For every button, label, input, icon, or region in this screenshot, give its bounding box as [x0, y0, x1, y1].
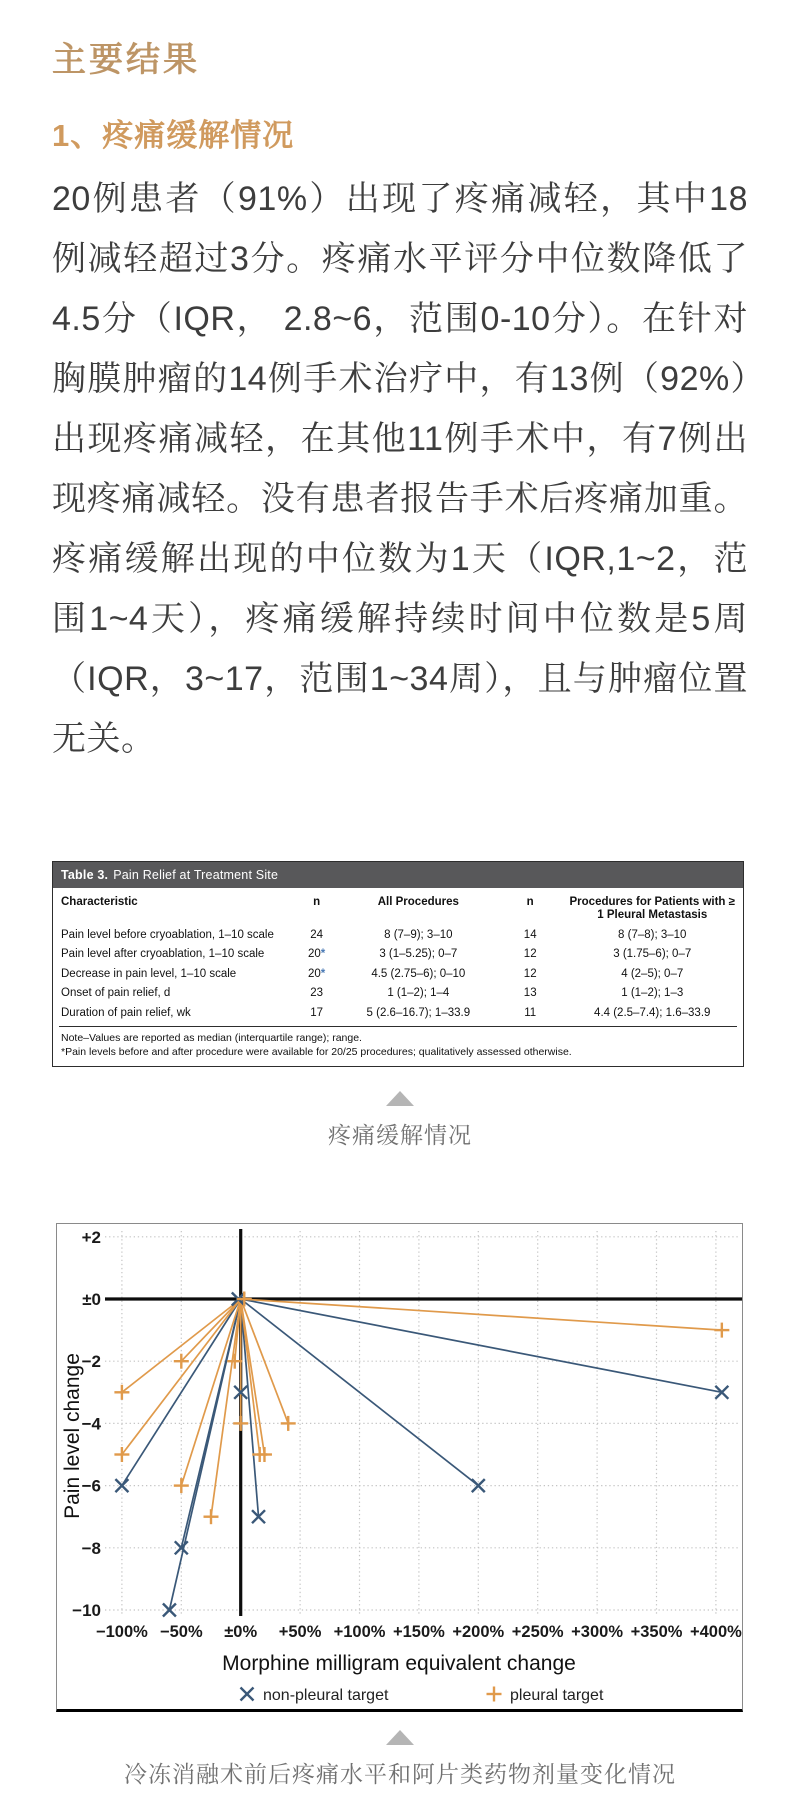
table-cell: 13	[523, 987, 537, 999]
y-tick-label: +2	[81, 1227, 101, 1247]
y-axis-title: Pain level change	[61, 1352, 84, 1519]
table-note-line: *Pain levels before and after procedure were available for 20/25 procedures; qualitatively assessed otherwise.	[61, 1045, 572, 1058]
x-tick-label: +250%	[511, 1622, 564, 1641]
data-line	[241, 1299, 259, 1517]
y-tick-label: −2	[81, 1351, 101, 1371]
table-notes	[59, 1026, 737, 1066]
data-line	[241, 1299, 722, 1330]
x-tick-label: +200%	[452, 1622, 505, 1641]
x-tick-label: +350%	[630, 1622, 683, 1641]
x-tick-label: ±0%	[224, 1622, 258, 1641]
x-tick-label: −50%	[159, 1622, 203, 1641]
table-title-bar	[53, 862, 743, 888]
y-tick-label: −8	[81, 1538, 101, 1558]
table-cell: 14	[523, 928, 537, 941]
table-cell: Pain level after cryoablation, 1–10 scale	[61, 948, 265, 960]
collapse-triangle-icon	[386, 1730, 414, 1745]
asterisk-marker: *	[320, 948, 326, 960]
x-tick-label: +50%	[278, 1622, 322, 1641]
pain-relief-table	[59, 891, 737, 1023]
table-cell: 12	[523, 948, 537, 960]
table-body	[59, 925, 737, 1023]
table-note-line: Note–Values are reported as median (interquartile range); range.	[61, 1031, 362, 1044]
y-tick-label: ±0	[82, 1289, 101, 1309]
table-cell: 1 (1–2); 1–3	[621, 987, 684, 999]
figure-chart	[56, 1223, 743, 1712]
x-tick-label: +400%	[689, 1622, 742, 1641]
y-tick-label: −10	[72, 1600, 101, 1620]
pain-chart-svg	[57, 1224, 742, 1709]
table-row	[59, 984, 737, 1004]
y-tick-label: −6	[81, 1476, 101, 1496]
page-title: 主要结果	[52, 42, 200, 79]
table-cell: 12	[523, 967, 537, 980]
chart-caption-block	[52, 1730, 748, 1790]
table-caption: 疼痛缓解情况	[328, 1121, 472, 1148]
col-pleural-metastasis: Procedures for Patients with ≥ 1 Pleural Metastasis	[569, 896, 735, 921]
table-cell: 11	[524, 1006, 537, 1019]
table-caption-block	[52, 1091, 748, 1151]
table-cell: 8 (7–8); 3–10	[618, 928, 687, 941]
table-cell: 17	[310, 1006, 324, 1019]
data-line	[241, 1299, 265, 1455]
col-n-all: n	[313, 896, 321, 908]
table-cell: 20*	[307, 967, 326, 980]
x-tick-label: +150%	[392, 1622, 445, 1641]
table-cell: Decrease in pain level, 1–10 scale	[61, 967, 237, 980]
section-title: 1、疼痛缓解情况	[52, 118, 295, 153]
data-line	[181, 1299, 240, 1361]
chart-caption: 冷冻消融术前后疼痛水平和阿片类药物剂量变化情况	[124, 1760, 676, 1787]
table-cell: Onset of pain relief, d	[61, 987, 171, 999]
table-row	[59, 1003, 737, 1023]
table-cell: 24	[310, 928, 324, 941]
table-number: Table 3.	[61, 868, 109, 882]
data-line	[241, 1299, 722, 1392]
table-inner	[53, 888, 743, 1023]
table-cell: 4 (2–5); 0–7	[621, 967, 684, 980]
figure-table	[52, 861, 744, 1067]
col-all-procedures: All Procedures	[377, 896, 459, 908]
table-row	[59, 964, 737, 984]
table-cell: 3 (1.75–6); 0–7	[613, 948, 692, 960]
table-row	[59, 925, 737, 945]
x-tick-label: −100%	[95, 1622, 148, 1641]
asterisk-marker: *	[320, 967, 326, 980]
table-cell: 20*	[307, 948, 326, 960]
table-cell: 3 (1–5.25); 0–7	[379, 948, 458, 960]
table-cell: 8 (7–9); 3–10	[384, 928, 453, 941]
collapse-triangle-icon	[386, 1091, 414, 1106]
table-cell: 4.5 (2.75–6); 0–10	[371, 967, 466, 980]
table-cell: 23	[310, 987, 324, 999]
table-row	[59, 945, 737, 965]
table-header-row	[59, 891, 737, 925]
x-tick-label: +100%	[333, 1622, 386, 1641]
table-cell: Duration of pain relief, wk	[61, 1006, 191, 1019]
table-cell: 1 (1–2); 1–4	[387, 987, 450, 999]
x-tick-label: +300%	[571, 1622, 624, 1641]
table-cell: 4.4 (2.5–7.4); 1.6–33.9	[594, 1006, 711, 1019]
legend-label: pleural target	[510, 1686, 604, 1704]
data-line	[181, 1299, 240, 1486]
body-paragraph: 20例患者（91%）出现了疼痛减轻，其中18例减轻超过3分。疼痛水平评分中位数降低了4.5分（IQR， 2.8~6，范围0-10分）。在针对胸膜肿瘤的14例手术治疗中，有13例（92%）出现疼痛减轻，在其他11例手术中，有7例出现疼痛减轻。没有患者报告手术后疼痛加重。疼痛缓解出现的中位数为1天（IQR,1~2，范围1~4天），疼痛缓解持续时间中位数是5周（IQR，3~17，范围1~34周），且与肿瘤位置无关。	[52, 180, 748, 758]
y-tick-label: −4	[81, 1413, 101, 1433]
table-cell: 5 (2.6–16.7); 1–33.9	[366, 1006, 471, 1019]
table-head	[59, 891, 737, 925]
legend-label: non-pleural target	[263, 1686, 389, 1704]
col-n-pleural: n	[526, 896, 534, 908]
table-title: Pain Relief at Treatment Site	[113, 868, 279, 882]
table-cell: Pain level before cryoablation, 1–10 scale	[61, 928, 274, 941]
col-characteristic: Characteristic	[61, 896, 138, 908]
x-axis-title: Morphine milligram equivalent change	[222, 1651, 576, 1675]
